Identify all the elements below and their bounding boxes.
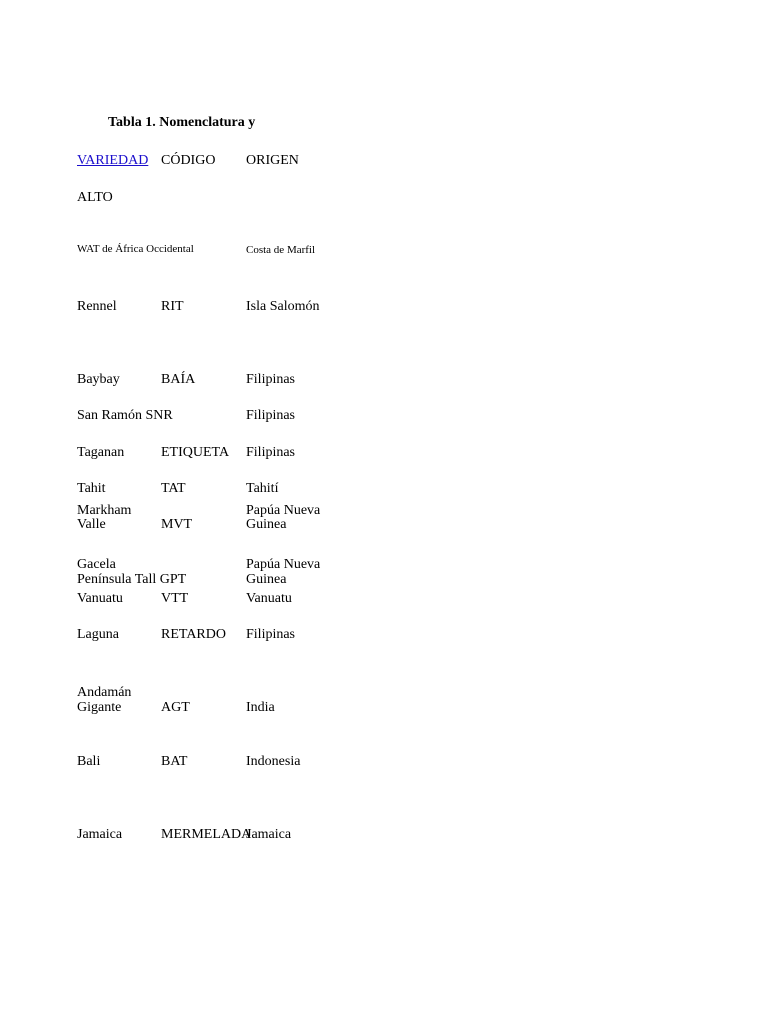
row-origin: Isla Salomón <box>246 299 320 314</box>
note-right: Costa de Marfil <box>246 244 316 256</box>
row-code: MERMELADA <box>161 827 252 842</box>
row-origin: Tahití <box>246 481 279 496</box>
row-variety-line2: Valle <box>77 517 106 532</box>
note-left: WAT de África Occidental <box>77 243 194 255</box>
row-origin: Filipinas <box>246 408 296 423</box>
row-variety-line1: Markham <box>77 503 132 518</box>
row-code: AGT <box>161 700 190 715</box>
row-code: MVT <box>161 517 193 532</box>
row-origin-line2: Guinea <box>246 517 287 532</box>
row-origin: Filipinas <box>246 445 296 460</box>
row-variety-line1: Gacela <box>77 557 116 572</box>
header-code: CÓDIGO <box>161 153 216 168</box>
row-origin: Jamaica <box>246 827 292 842</box>
header-origin: ORIGEN <box>246 153 299 168</box>
row-origin: India <box>246 700 275 715</box>
section-label: ALTO <box>77 190 113 205</box>
row-variety: Bali <box>77 754 101 769</box>
row-variety: San Ramón SNR <box>77 408 173 423</box>
row-variety-line2: Península Tall GPT <box>77 572 187 587</box>
row-variety: Jamaica <box>77 827 123 842</box>
row-code: BAT <box>161 754 188 769</box>
row-origin-line1: Papúa Nueva <box>246 503 321 518</box>
row-variety: Vanuatu <box>77 591 123 606</box>
row-origin-line2: Guinea <box>246 572 287 587</box>
row-variety: Baybay <box>77 372 120 387</box>
row-variety: Laguna <box>77 627 119 642</box>
row-code: RETARDO <box>161 627 226 642</box>
row-code: TAT <box>161 481 186 496</box>
row-variety: Taganan <box>77 445 125 460</box>
row-variety: Tahit <box>77 481 106 496</box>
row-variety-line2: Gigante <box>77 700 122 715</box>
row-variety-line1: Andamán <box>77 685 132 700</box>
row-code: BAÍA <box>161 372 196 387</box>
row-code: RIT <box>161 299 184 314</box>
row-origin-line1: Papúa Nueva <box>246 557 321 572</box>
row-code: VTT <box>161 591 189 606</box>
table-title: Tabla 1. Nomenclatura y <box>108 115 256 130</box>
row-variety: Rennel <box>77 299 117 314</box>
row-origin: Filipinas <box>246 627 296 642</box>
row-origin: Indonesia <box>246 754 301 769</box>
header-variety-link[interactable]: VARIEDAD <box>77 153 149 168</box>
row-origin: Filipinas <box>246 372 296 387</box>
row-origin: Vanuatu <box>246 591 292 606</box>
row-code: ETIQUETA <box>161 445 230 460</box>
